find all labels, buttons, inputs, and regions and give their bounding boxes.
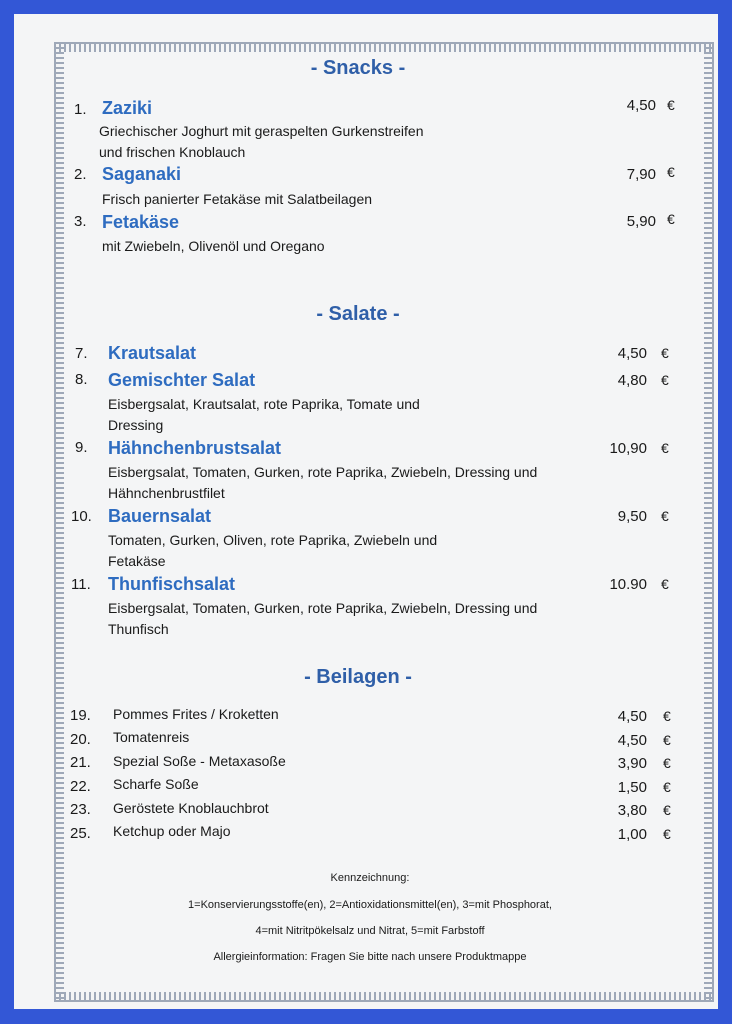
item-price: 3,80 xyxy=(617,802,647,819)
item-description: Griechischer Joghurt mit geraspelten Gurkenstreifen xyxy=(99,123,424,139)
border-top xyxy=(54,42,714,52)
border-left xyxy=(54,42,64,1002)
item-price: 4,50 xyxy=(617,345,647,362)
euro-symbol: € xyxy=(661,345,669,361)
item-price: 5,90 xyxy=(626,213,656,230)
item-name: Tomatenreis xyxy=(113,729,190,745)
item-price: 4,80 xyxy=(617,372,647,389)
item-price: 1,00 xyxy=(617,826,647,843)
item-number: 20. xyxy=(70,731,91,748)
euro-symbol: € xyxy=(663,826,671,842)
item-price: 7,90 xyxy=(626,166,656,183)
item-name: Krautsalat xyxy=(108,343,197,363)
item-name: Ketchup oder Majo xyxy=(113,823,231,839)
item-description: Dressing xyxy=(108,417,164,433)
item-number: 9. xyxy=(75,439,88,456)
euro-symbol: € xyxy=(663,755,671,771)
item-number: 23. xyxy=(70,801,91,818)
euro-symbol: € xyxy=(667,97,675,113)
item-price: 10,90 xyxy=(609,440,647,457)
footnote-additives-2: 4=mit Nitritpökelsalz und Nitrat, 5=mit Farbstoff xyxy=(255,925,485,937)
item-price: 10.90 xyxy=(609,576,647,593)
item-number: 25. xyxy=(70,825,91,842)
footnote-label: Kennzeichnung: xyxy=(330,872,410,884)
item-number: 19. xyxy=(70,707,91,724)
item-description: Eisbergsalat, Krautsalat, rote Paprika, Tomate und xyxy=(108,396,420,412)
allergy-info: Allergieinformation: Fragen Sie bitte nach unsere Produktmappe xyxy=(213,951,527,963)
euro-symbol: € xyxy=(667,164,675,180)
item-description: Fetakäse xyxy=(108,553,166,569)
section-title-snacks: - Snacks - xyxy=(310,57,406,79)
item-number: 11. xyxy=(71,576,91,593)
item-name: Saganaki xyxy=(102,164,182,184)
item-name: Geröstete Knoblauchbrot xyxy=(113,800,269,816)
item-price: 9,50 xyxy=(617,508,647,525)
item-description: Hähnchenbrustfilet xyxy=(108,485,225,501)
border-bottom xyxy=(54,992,714,1002)
euro-symbol: € xyxy=(667,211,675,227)
item-description: Frisch panierter Fetakäse mit Salatbeilagen xyxy=(102,191,373,207)
item-price: 4,50 xyxy=(626,97,656,114)
item-name: Scharfe Soße xyxy=(113,776,199,792)
section-title-salate: - Salate - xyxy=(316,303,400,325)
item-number: 1. xyxy=(74,101,87,118)
item-number: 2. xyxy=(74,166,87,183)
item-number: 7. xyxy=(75,345,88,362)
item-price: 4,50 xyxy=(617,732,647,749)
item-name: Gemischter Salat xyxy=(108,370,256,390)
footnote-additives-1: 1=Konservierungsstoffe(en), 2=Antioxidationsmittel(en), 3=mit Phosphorat, xyxy=(188,899,552,911)
item-price: 3,90 xyxy=(617,755,647,772)
item-number: 22. xyxy=(70,778,91,795)
item-price: 1,50 xyxy=(617,779,647,796)
euro-symbol: € xyxy=(661,508,669,524)
euro-symbol: € xyxy=(663,708,671,724)
border-right xyxy=(704,42,714,1002)
item-price: 4,50 xyxy=(617,708,647,725)
item-description: Eisbergsalat, Tomaten, Gurken, rote Paprika, Zwiebeln, Dressing und xyxy=(108,600,538,616)
section-title-beilagen: - Beilagen - xyxy=(304,666,412,688)
item-name: Spezial Soße - Metaxasoße xyxy=(113,753,286,769)
item-number: 8. xyxy=(75,371,88,388)
euro-symbol: € xyxy=(661,372,669,388)
euro-symbol: € xyxy=(663,779,671,795)
euro-symbol: € xyxy=(663,802,671,818)
item-number: 3. xyxy=(74,213,87,230)
item-description: Thunfisch xyxy=(108,621,169,637)
euro-symbol: € xyxy=(661,440,669,456)
item-name: Fetakäse xyxy=(102,212,180,232)
item-name: Hähnchenbrustsalat xyxy=(108,438,282,458)
item-description: mit Zwiebeln, Olivenöl und Oregano xyxy=(102,238,325,254)
item-description: Eisbergsalat, Tomaten, Gurken, rote Paprika, Zwiebeln, Dressing und xyxy=(108,464,538,480)
item-number: 10. xyxy=(71,508,92,525)
euro-symbol: € xyxy=(663,732,671,748)
item-name: Bauernsalat xyxy=(108,506,212,526)
item-name: Thunfischsalat xyxy=(108,574,236,594)
item-number: 21. xyxy=(70,754,91,771)
item-description: Tomaten, Gurken, Oliven, rote Paprika, Zwiebeln und xyxy=(108,532,438,548)
item-description: und frischen Knoblauch xyxy=(99,144,246,160)
item-name: Zaziki xyxy=(102,98,153,118)
euro-symbol: € xyxy=(661,576,669,592)
item-name: Pommes Frites / Kroketten xyxy=(113,706,279,722)
